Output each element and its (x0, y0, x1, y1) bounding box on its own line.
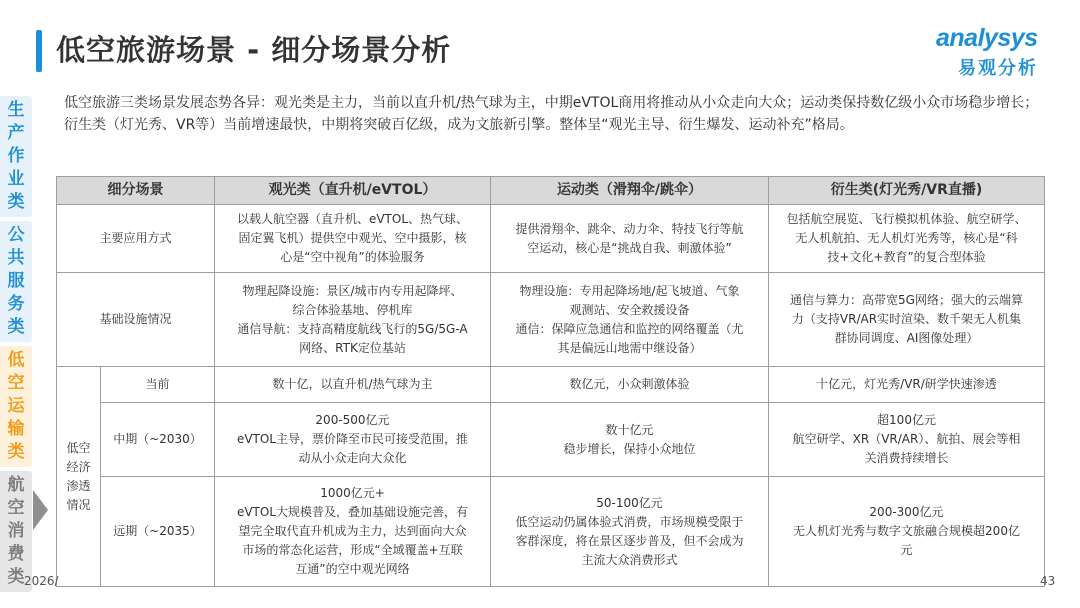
header-derivative: 衍生类(灯光秀/VR直播) (769, 177, 1045, 205)
cell-apps-sports: 提供滑翔伞、跳伞、动力伞、特技飞行等航 空运动，核心是“挑战自我、刺激体验” (491, 205, 769, 273)
cell-infra-derivative: 通信与算力：高带宽5G网络；强大的云端算 力（支持VR/AR实时渲染、数千架无人机集 群协同调度、AI图像处理） (769, 273, 1045, 367)
table-row-infra (57, 273, 1045, 367)
table-row-mid (57, 403, 1045, 477)
logo-text-zh: 易观分析 (958, 58, 1038, 79)
title-accent-bar (36, 30, 42, 72)
row-label-now: 当前 (101, 367, 215, 403)
page-number: 43 (1040, 574, 1056, 588)
side-tab-transport[interactable]: 低空运输类 (0, 346, 32, 467)
cell-mid-sports: 数十亿元 稳步增长，保持小众地位 (491, 403, 769, 477)
table-row-far (57, 477, 1045, 587)
table-row-now (57, 367, 1045, 403)
cell-mid-derivative: 超100亿元 航空研学、XR（VR/AR）、航拍、展会等相 关消费持续增长 (769, 403, 1045, 477)
row-label-mid: 中期（~2030） (101, 403, 215, 477)
cell-far-sports: 50-100亿元 低空运动仍属体验式消费，市场规模受限于 客群深度，将在景区逐步普及，但不会成为 主流大众消费形式 (491, 477, 769, 587)
header-sightseeing: 观光类（直升机/eVTOL） (215, 177, 491, 205)
row-label-infra: 基础设施情况 (57, 273, 215, 367)
scenario-table (56, 176, 1045, 587)
group-label-penetration: 低空 经济 渗透 情况 (57, 367, 101, 587)
cell-far-derivative: 200-300亿元 无人机灯光秀与数字文旅融合规模超200亿 元 (769, 477, 1045, 587)
cell-far-sightseeing: 1000亿元+ eVTOL大规模普及，叠加基础设施完善，有 望完全取代直升机成为主力，达到面向大众 市场的常态化运营，形成“全域覆盖+互联 互通”的空中观光网络 (215, 477, 491, 587)
side-tab-nav (0, 96, 32, 596)
triangle-right-icon (33, 490, 48, 530)
page-title: 低空旅游场景 - 细分场景分析 (56, 33, 452, 67)
intro-paragraph: 低空旅游三类场景发展态势各异：观光类是主力，当前以直升机/热气球为主，中期eVTOL商用将推动从小众走向大众；运动类保持数亿级小众市场稳步增长；衍生类（灯光秀、VR等）当前增速最快，中期将突破百亿级，成为文旅新引擎。整体呈“观光主导、衍生爆发、运动补充”格局。 (64, 95, 1039, 133)
cell-apps-sightseeing: 以载人航空器（直升机、eVTOL、热气球、 固定翼飞机）提供空中观光、空中摄影，核 心是“空中视角”的体验服务 (215, 205, 491, 273)
table-header-row (57, 177, 1045, 205)
footer-date: 2026/ (24, 574, 59, 588)
cell-now-sightseeing: 数十亿，以直升机/热气球为主 (215, 367, 491, 403)
header-segment: 细分场景 (57, 177, 215, 205)
cell-infra-sports: 物理设施：专用起降场地/起飞坡道、气象 观测站、安全救援设备 通信：保障应急通信和监控的网络覆盖（尤 其是偏远山地需中继设备） (491, 273, 769, 367)
row-label-apps: 主要应用方式 (57, 205, 215, 273)
brand-logo (932, 20, 1052, 82)
cell-apps-derivative: 包括航空展览、飞行模拟机体验、航空研学、 无人机航拍、无人机灯光秀等，核心是“科 技+文化+教育”的复合型体验 (769, 205, 1045, 273)
cell-mid-sightseeing: 200-500亿元 eVTOL主导，票价降至市民可接受范围，推 动从小众走向大众化 (215, 403, 491, 477)
side-tab-production[interactable]: 生产作业类 (0, 96, 32, 217)
side-tab-consumption[interactable]: 航空消费类 (0, 471, 32, 592)
cell-infra-sightseeing: 物理起降设施：景区/城市内专用起降坪、 综合体验基地、停机库 通信导航：支持高精度航线飞行的5G/5G-A 网络、RTK定位基站 (215, 273, 491, 367)
logo-text-en: analysys (936, 24, 1038, 52)
table-row-apps (57, 205, 1045, 273)
row-label-far: 远期（~2035） (101, 477, 215, 587)
cell-now-sports: 数亿元，小众刺激体验 (491, 367, 769, 403)
header-sports: 运动类（滑翔伞/跳伞） (491, 177, 769, 205)
side-tab-public-service[interactable]: 公共服务类 (0, 221, 32, 342)
cell-now-derivative: 十亿元，灯光秀/VR/研学快速渗透 (769, 367, 1045, 403)
